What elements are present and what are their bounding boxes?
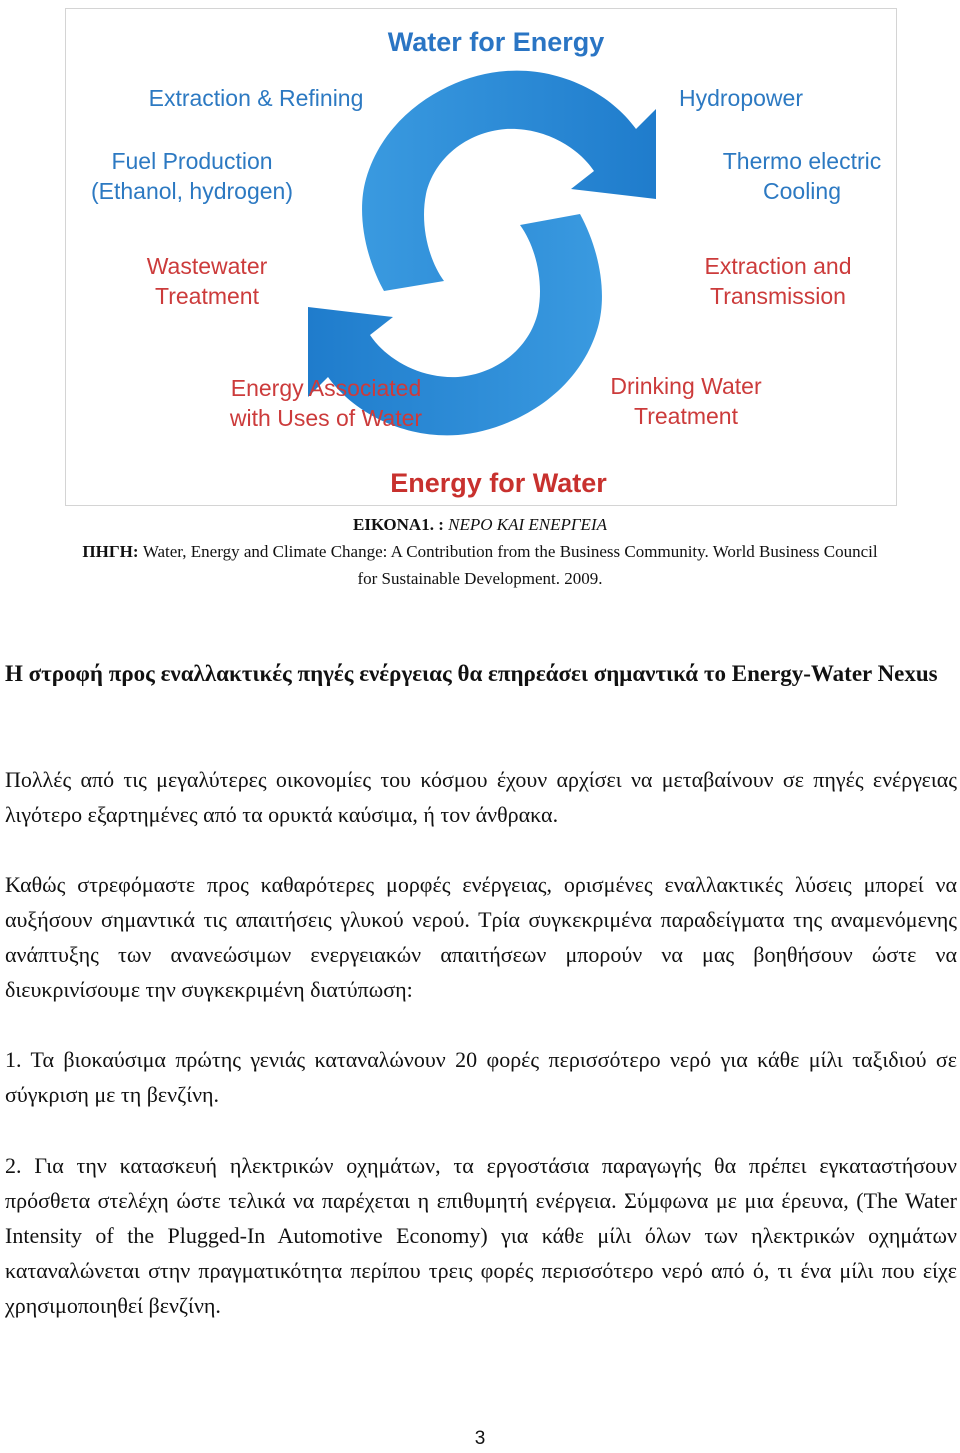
page-number: 3 (474, 1428, 486, 1449)
figure-source-line2: for Sustainable Development. 2009. (357, 569, 603, 588)
figure-diagram (65, 8, 897, 506)
water-for-energy-title: Water for Energy (387, 27, 605, 57)
hydropower-label: Hydropower (679, 85, 803, 111)
fuel-production-label: Fuel Production (Ethanol, hydrogen) (90, 148, 293, 204)
paragraph-2: Καθώς στρεφόμαστε προς καθαρότερες μορφές ενέργειας, ορισμένες εναλλακτικές λύσεις μπορεί να αυξήσουν σημαντικά τις απαιτήσεις γλυκού νερού. Τρία συγκεκριμένα παραδείγματα της αναμενόμενης ανάπτυξης των ανανεώσιμων ενεργειακών απαιτήσεων μπορούν να μας βοηθήσουν ώστε να διευκρινίσουμε την συγκεκριμένη διατύπωση: (5, 872, 957, 1002)
source-text-line1: Water, Energy and Climate Change: A Contribution from the Business Community. World Business Council (142, 542, 878, 561)
energy-associated-label: Energy Associated with Uses of Water (229, 375, 423, 431)
paragraph-1: Πολλές από τις μεγαλύτερες οικονομίες του κόσμου έχουν αρχίσει να μεταβαίνουν σε πηγές ενέργειας λιγότερο εξαρτημένες από τα ορυκτά καύσιμα, ή τον άνθρακα. (5, 767, 957, 827)
paragraph-3: 1. Τα βιοκαύσιμα πρώτης γενιάς καταναλώνουν 20 φορές περισσότερο νερό για κάθε μίλι ταξιδιού σε σύγκριση με τη βενζίνη. (5, 1047, 957, 1107)
wastewater-label: Wastewater Treatment (146, 253, 268, 309)
figure-label: ΕΙΚΟΝΑ1. : (352, 515, 444, 534)
section-heading: Η στροφή προς εναλλακτικές πηγές ενέργειας θα επηρεάσει σημαντικά το Energy-Water Nexus (5, 661, 938, 686)
thermo-electric-label: Thermo electric Cooling (722, 148, 882, 204)
extraction-transmission-label: Extraction and Transmission (704, 253, 852, 309)
figure-source (0, 538, 960, 565)
upper-cycle-arrow (362, 71, 656, 291)
figure-caption (0, 511, 960, 538)
extraction-refining-label: Extraction & Refining (148, 85, 364, 111)
source-label: ΠΗΓΗ: (82, 542, 139, 561)
energy-for-water-title: Energy for Water (390, 468, 607, 498)
paragraph-4: 2. Για την κατασκευή ηλεκτρικών οχημάτων, τα εργοστάσια παραγωγής θα πρέπει εγκαταστήσουν πρόσθετα στελέχη ώστε τελικά να παρέχεται η επιθυμητή ενέργεια. Σύμφωνα με μια έρευνα, (The Water Intensity of the Plugged-In Automotive Economy) για κάθε μίλι όλων των ηλεκτρικών οχημάτων καταναλώνεται στην πραγματικότητα περίπου τρεις φορές περισσότερο νερό από ό, τι ένα μίλι που είχε χρησιμοποιηθεί βενζίνη. (5, 1153, 957, 1318)
figure-title: ΝΕΡΟ ΚΑΙ ΕΝΕΡΓΕΙΑ (448, 515, 607, 534)
drinking-water-label: Drinking Water Treatment (610, 373, 762, 429)
